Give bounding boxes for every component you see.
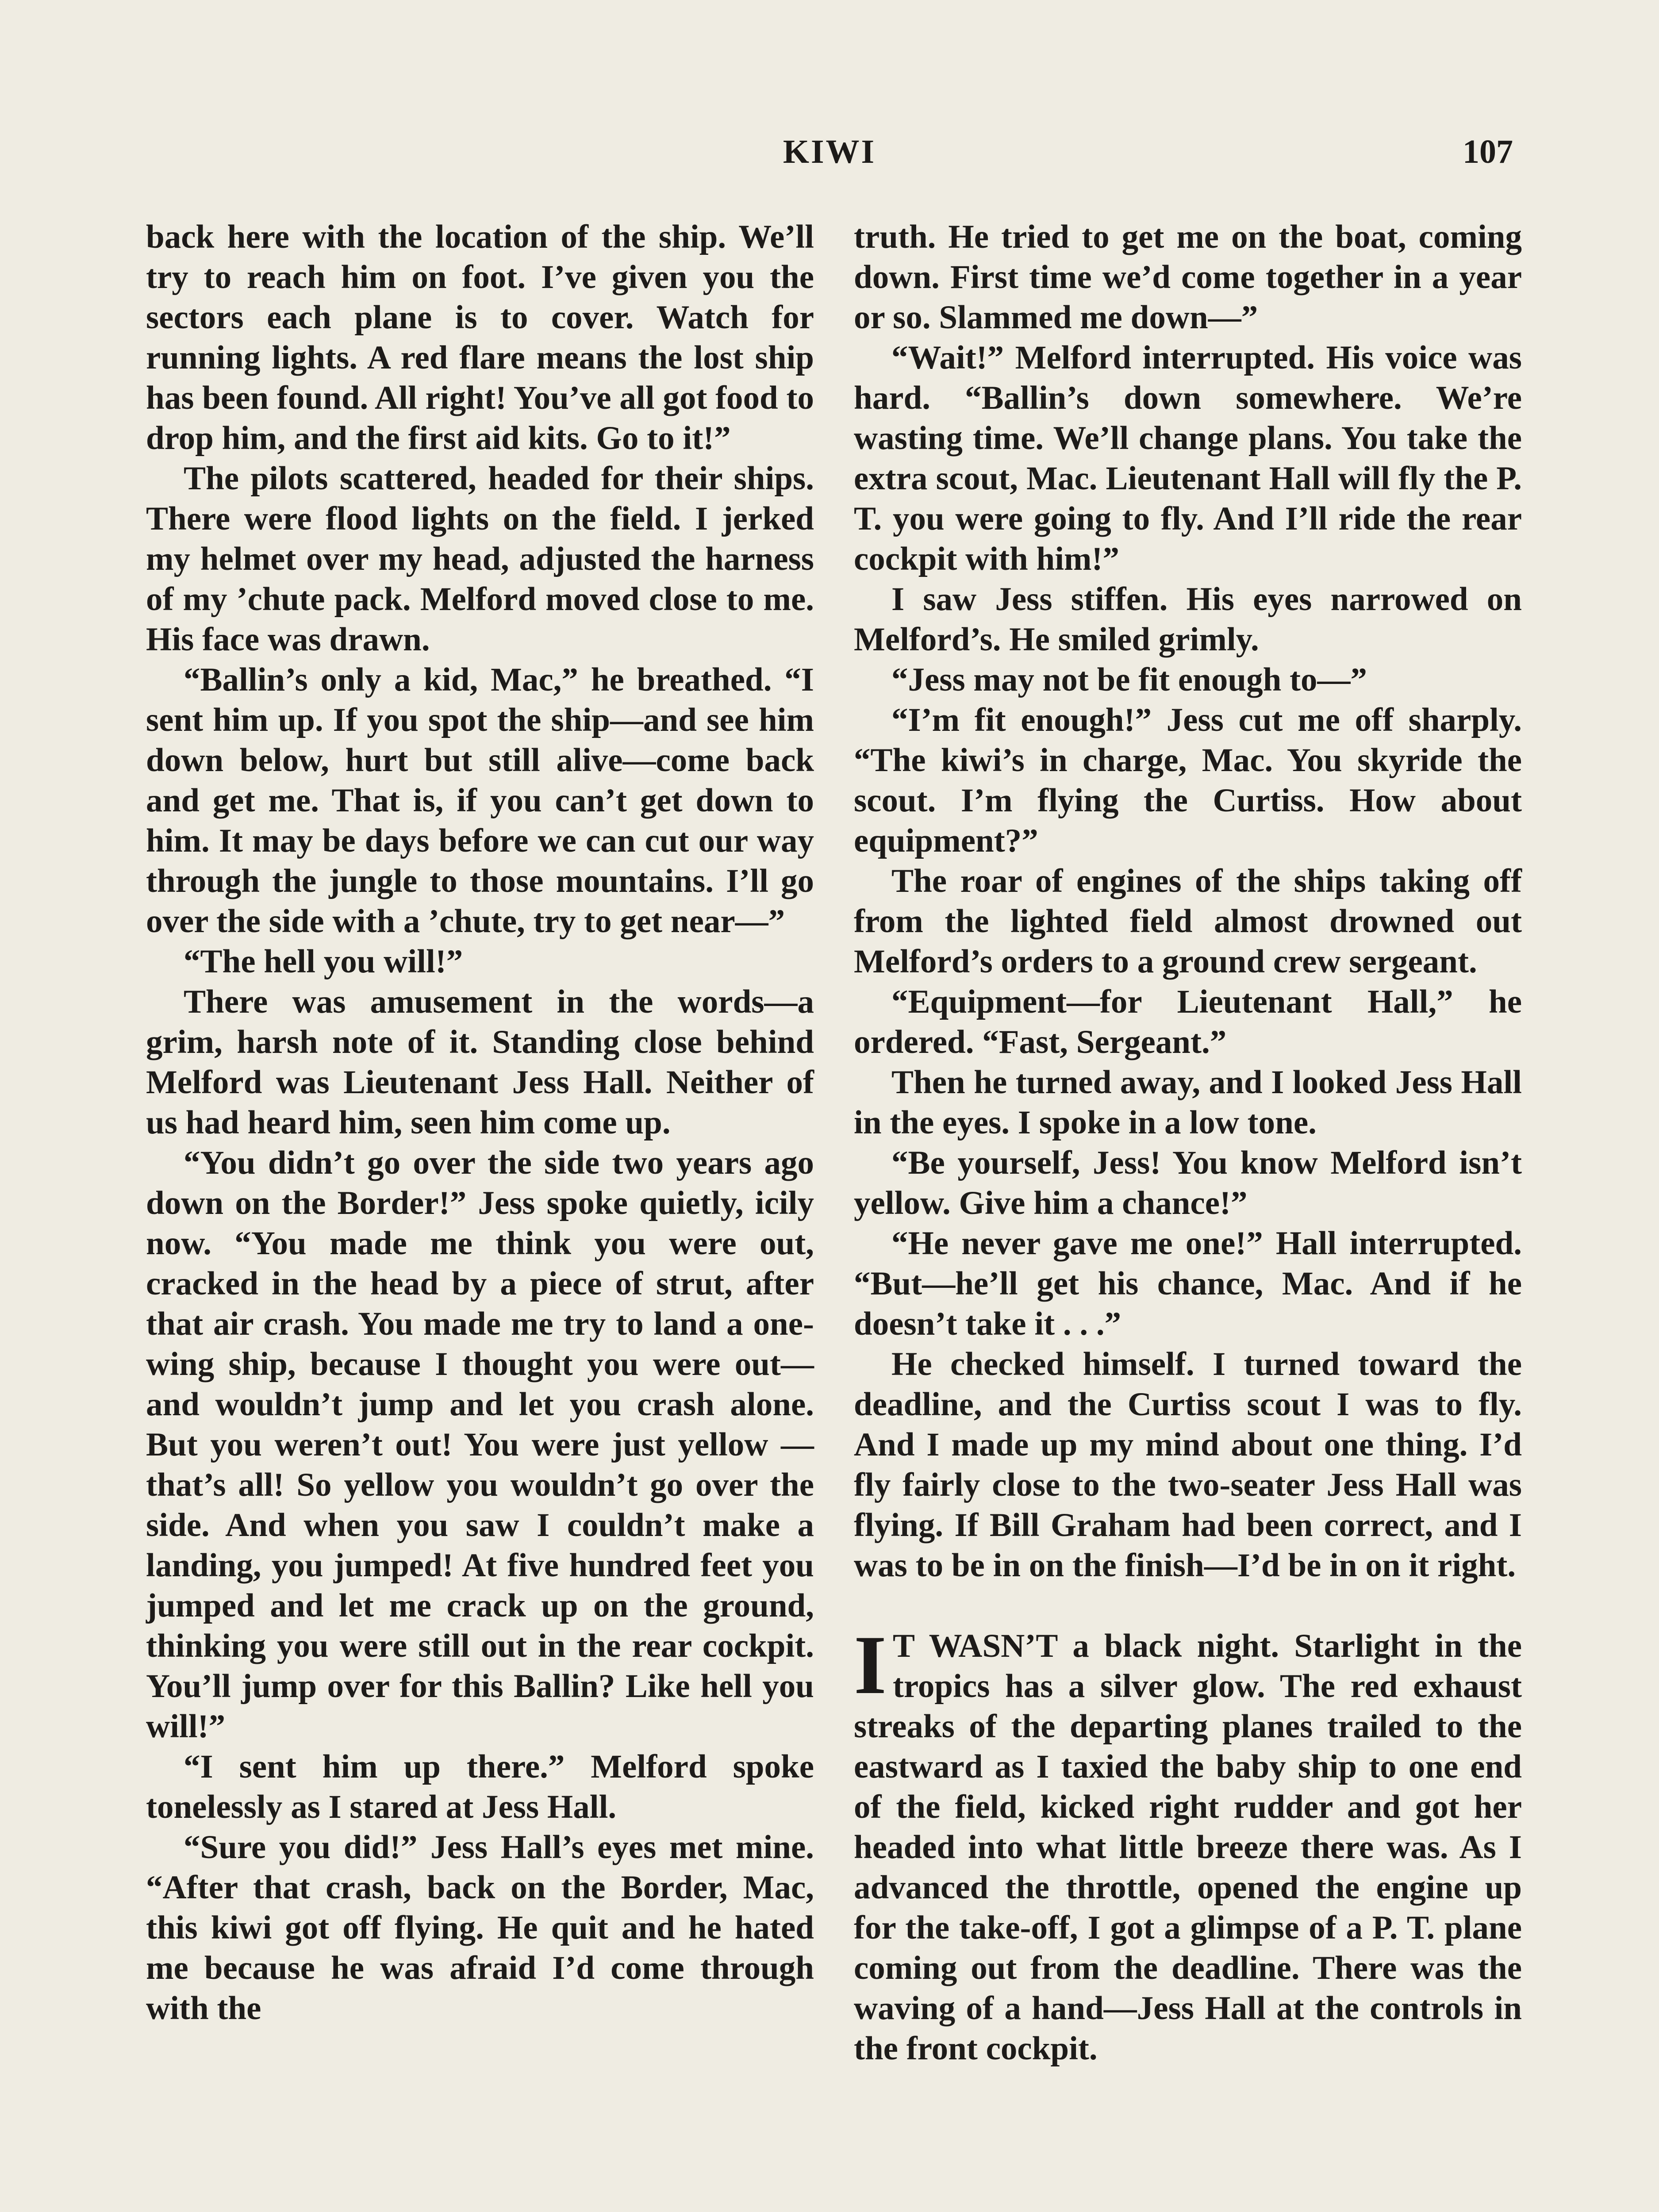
page-number: 107	[1463, 133, 1513, 170]
running-title: KIWI	[783, 133, 876, 170]
paragraph: The pilots scattered, headed for their ships. There were flood lights on the field. I jerked my helmet over my head, adjusted the harness of my ’chute pack. Melford moved close to me. His face was drawn.	[146, 460, 814, 658]
paragraph: “Wait!” Melford interrupted. His voice was hard. “Ballin’s down somewhere. We’re wasting time. We’ll change plans. You take the extra scout, Mac. Lieutenant Hall will fly the P. T. you were going to fly. And I’ll ride the rear cockpit with him!”	[854, 339, 1522, 577]
paragraph: “Ballin’s only a kid, Mac,” he breathed. “I sent him up. If you spot the ship—and see him down below, hurt but still alive—come back and get me. That is, if you can’t get down to him. It may be days before we can cut our way through the jungle to those mountains. I’ll go over the side with a ’chute, try to get near—”	[146, 661, 814, 940]
paragraph: He checked himself. I turned toward the deadline, and the Curtiss scout I was to fly. And I made up my mind about one thing. I’d fly fairly close to the two-seater Jess Hall was flying. If Bill Graham had been correct, and I was to be in on the finish—I’d be in on it right.	[854, 1346, 1522, 1584]
paragraph: I saw Jess stiffen. His eyes narrowed on Melford’s. He smiled grimly.	[854, 581, 1522, 658]
section-break	[854, 1586, 1522, 1626]
paragraph: “The hell you will!”	[184, 943, 463, 980]
paragraph: “Equipment—for Lieutenant Hall,” he ordered. “Fast, Sergeant.”	[854, 983, 1522, 1060]
left-column	[146, 217, 814, 2028]
paragraph: “I sent him up there.” Melford spoke tonelessly as I stared at Jess Hall.	[146, 1748, 814, 1825]
section-opening-text: T WASN’T a black night. Starlight in the tropics has a silver glow. The red exhaust streaks of the departing planes trailed to the eastward as I taxied the baby ship to one end of the field, kicked right rudder and got her headed into what little breeze there was. As I advanced the throttle, opened the engine up for the take-off, I got a glimpse of a P. T. plane coming out from the deadline. There was the waving of a hand—Jess Hall at the controls in the front cockpit.	[854, 1628, 1522, 2067]
section-opening-paragraph	[854, 1619, 1522, 2069]
drop-cap: I	[854, 1619, 887, 1712]
paragraph: “Sure you did!” Jess Hall’s eyes met mine. “After that crash, back on the Border, Mac, this kiwi got off flying. He quit and he hated me because he was afraid I’d come through with the	[146, 1829, 814, 2027]
paragraph: back here with the location of the ship. We’ll try to reach him on foot. I’ve given you the sectors each plane is to cover. Watch for running lights. A red flare means the lost ship has been found. All right! You’ve all got food to drop him, and the first aid kits. Go to it!”	[146, 219, 814, 457]
running-header	[146, 133, 1513, 181]
paragraph: “You didn’t go over the side two years ago down on the Border!” Jess spoke quietly, icily now. “You made me think you were out, cracked in the head by a piece of strut, after that air crash. You made me try to land a one-wing ship, because I thought you were out—and wouldn’t jump and let you crash alone. But you weren’t out! You were just yellow — that’s all! So yellow you wouldn’t go over the side. And when you saw I couldn’t make a landing, you jumped! At five hundred feet you jumped and let me crack up on the ground, thinking you were still out in the rear cockpit. You’ll jump over for this Ballin? Like hell you will!”	[146, 1144, 814, 1745]
paragraph: There was amusement in the words—a grim, harsh note of it. Standing close behind Melford was Lieutenant Jess Hall. Neither of us had heard him, seen him come up.	[146, 983, 814, 1141]
right-column	[854, 217, 1522, 2069]
paragraph: “He never gave me one!” Hall interrupted. “But—he’ll get his chance, Mac. And if he doesn’t take it . . .”	[854, 1225, 1522, 1342]
paragraph: “Be yourself, Jess! You know Melford isn’t yellow. Give him a chance!”	[854, 1144, 1522, 1221]
paragraph: “I’m fit enough!” Jess cut me off sharply. “The kiwi’s in charge, Mac. You skyride the scout. I’m flying the Curtiss. How about equipment?”	[854, 702, 1522, 859]
paragraph: truth. He tried to get me on the boat, coming down. First time we’d come together in a year or so. Slammed me down—”	[854, 219, 1522, 336]
paragraph: “Jess may not be fit enough to—”	[891, 661, 1367, 698]
paragraph: The roar of engines of the ships taking off from the lighted field almost drowned out Melford’s orders to a ground crew sergeant.	[854, 863, 1522, 980]
paragraph: Then he turned away, and I looked Jess Hall in the eyes. I spoke in a low tone.	[854, 1064, 1522, 1141]
